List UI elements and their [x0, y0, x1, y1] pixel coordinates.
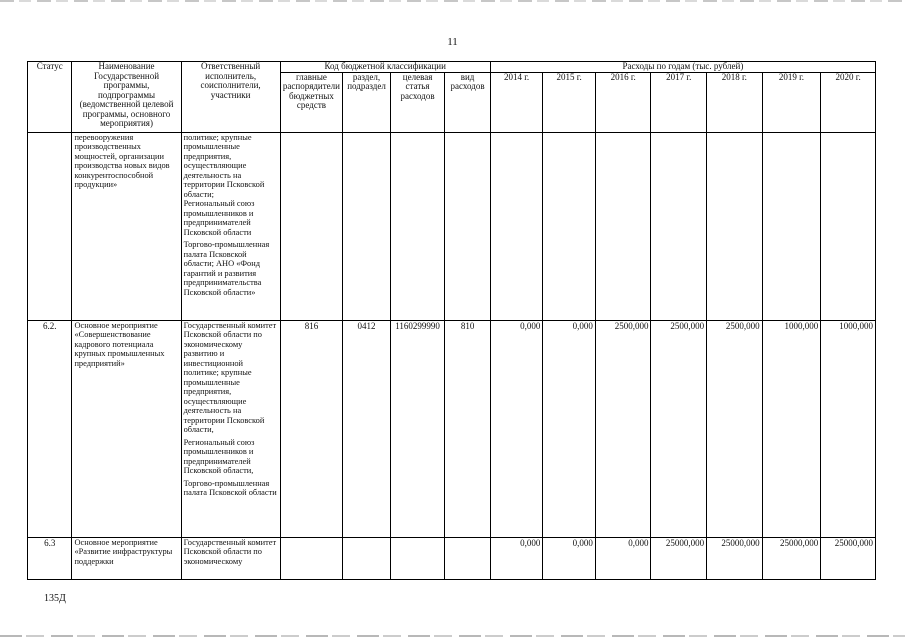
table-row — [28, 537, 876, 579]
row-grbs — [280, 537, 343, 579]
row-amount-2015 — [543, 132, 596, 320]
header-target: целевая статья расходов — [390, 72, 445, 132]
header-year-2019: 2019 г. — [762, 72, 821, 132]
row-grbs — [280, 132, 343, 320]
row-executors — [181, 132, 280, 320]
row-amount-2014 — [490, 132, 543, 320]
row-amount-2015: 0,000 — [543, 537, 596, 579]
table-row — [28, 132, 876, 320]
header-year-2020: 2020 г. — [821, 72, 876, 132]
header-section: раздел, подраздел — [343, 72, 390, 132]
executor-text: Торгово-промышленная палата Псковской области — [183, 478, 277, 497]
row-target: 1160299990 — [390, 320, 445, 537]
row-executors — [181, 537, 280, 579]
row-amount-2016: 0,000 — [595, 537, 651, 579]
row-name: Основное мероприятие «Развитие инфраструктуры поддержки — [72, 537, 181, 579]
header-row-1 — [28, 62, 876, 73]
row-amount-2018: 25000,000 — [707, 537, 763, 579]
row-type — [445, 537, 490, 579]
header-type: вид расходов — [445, 72, 490, 132]
budget-table — [27, 61, 876, 580]
scan-edge-top — [0, 0, 905, 2]
row-amount-2017: 2500,000 — [651, 320, 707, 537]
row-amount-2018: 2500,000 — [707, 320, 763, 537]
header-executor: Ответственный исполнитель, соисполнители, участники — [181, 62, 280, 133]
row-section: 0412 — [343, 320, 390, 537]
table-row — [28, 320, 876, 537]
page-number: 11 — [447, 36, 458, 48]
header-years-group: Расходы по годам (тыс. рублей) — [490, 62, 875, 73]
row-type: 810 — [445, 320, 490, 537]
header-name: Наименование Государственной программы, подпрограммы (ведомственной целевой программы, основного мероприятия) — [72, 62, 181, 133]
scan-edge-bottom — [0, 635, 905, 637]
executor-text: Региональный союз промышленников и предпринимателей Псковской области, — [183, 437, 255, 475]
row-amount-2018 — [707, 132, 763, 320]
row-amount-2017: 25000,000 — [651, 537, 707, 579]
row-amount-2014: 0,000 — [490, 537, 543, 579]
row-amount-2019 — [762, 132, 821, 320]
header-year-2018: 2018 г. — [707, 72, 763, 132]
row-status — [28, 132, 72, 320]
row-amount-2017 — [651, 132, 707, 320]
row-type — [445, 132, 490, 320]
row-name: Основное мероприятие «Совершенствование кадрового потенциала крупных промышленных предприятий» — [72, 320, 181, 537]
header-year-2016: 2016 г. — [595, 72, 651, 132]
executor-text: Государственный комитет Псковской области по экономическому развитию и инвестиционной политике; крупные промышленные предприятия, осуществляющие деятельность на территории Псковской области, — [183, 320, 277, 434]
row-name: перевооружения производственных мощностей, организации производства новых видов конкурентоспособной продукции» — [72, 132, 181, 320]
header-year-2015: 2015 г. — [543, 72, 596, 132]
row-amount-2014: 0,000 — [490, 320, 543, 537]
row-status: 6.2. — [28, 320, 72, 537]
footer-document-code: 135Д — [44, 593, 66, 604]
row-amount-2016: 2500,000 — [595, 320, 651, 537]
row-status: 6.3 — [28, 537, 72, 579]
row-section — [343, 537, 390, 579]
executor-text: Региональный союз промышленников и предпринимателей Псковской области — [183, 199, 255, 237]
row-amount-2020: 1000,000 — [821, 320, 876, 537]
row-executors — [181, 320, 280, 537]
executor-text: политике; крупные промышленные предприятия, осуществляющие деятельность на территории Псковской области; — [183, 132, 265, 199]
header-year-2017: 2017 г. — [651, 72, 707, 132]
executor-text: Торгово-промышленная палата Псковской области; АНО «Фонд гарантий и развития предпринимательства Псковской области» — [183, 240, 270, 297]
row-section — [343, 132, 390, 320]
row-amount-2020 — [821, 132, 876, 320]
row-amount-2016 — [595, 132, 651, 320]
header-bcc-group: Код бюджетной классификации — [280, 62, 490, 73]
header-grbs: главные распорядители бюджетных средств — [280, 72, 343, 132]
header-status: Статус — [28, 62, 72, 133]
row-target — [390, 537, 445, 579]
row-amount-2019: 25000,000 — [762, 537, 821, 579]
row-amount-2015: 0,000 — [543, 320, 596, 537]
header-year-2014: 2014 г. — [490, 72, 543, 132]
row-amount-2019: 1000,000 — [762, 320, 821, 537]
row-target — [390, 132, 445, 320]
row-grbs: 816 — [280, 320, 343, 537]
row-amount-2020: 25000,000 — [821, 537, 876, 579]
executor-text: Государственный комитет Псковской области по экономическому — [183, 537, 277, 566]
